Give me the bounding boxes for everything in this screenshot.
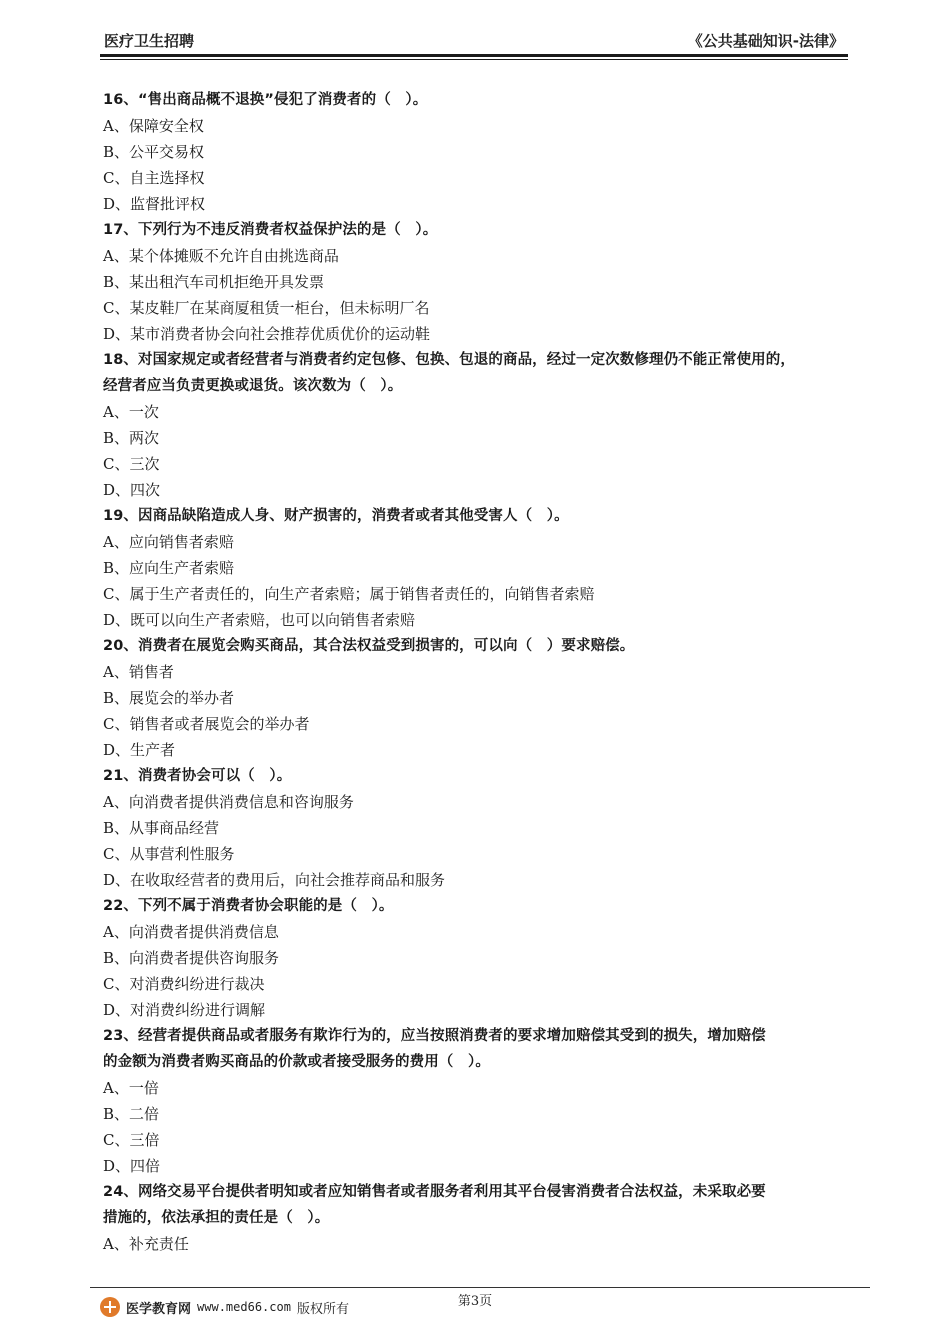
answer-option: C、对消费纠纷进行裁决 (103, 975, 265, 993)
answer-option: D、既可以向生产者索赔，也可以向销售者索赔 (103, 611, 416, 629)
answer-option: B、从事商品经营 (103, 819, 220, 837)
page-header (100, 26, 848, 52)
answer-option: B、应向生产者索赔 (103, 559, 235, 577)
brand-url: www.med66.com (197, 1300, 291, 1314)
answer-option: A、向消费者提供消费信息和咨询服务 (103, 793, 354, 811)
answer-option: A、向消费者提供消费信息 (103, 923, 279, 941)
footer-rule (90, 1287, 870, 1288)
answer-option: D、四倍 (103, 1157, 161, 1175)
answer-option: C、自主选择权 (103, 169, 205, 187)
question-text: 21、消费者协会可以（ ）。 (103, 768, 292, 784)
question-list (103, 87, 863, 1257)
answer-option: D、在收取经营者的费用后，向社会推荐商品和服务 (103, 871, 446, 889)
answer-option: B、展览会的举办者 (103, 689, 235, 707)
question-text: 24、网络交易平台提供者明知或者应知销售者或者服务者利用其平台侵害消费者合法权益，未采取必要 (103, 1184, 766, 1200)
answer-option: C、从事营利性服务 (103, 845, 235, 863)
answer-option: A、保障安全权 (103, 117, 204, 135)
answer-option: A、一次 (103, 403, 159, 421)
page-number: 第3页 (457, 1294, 493, 1309)
header-left-title: 医疗卫生招聘 (104, 32, 195, 50)
answer-option: C、销售者或者展览会的举办者 (103, 715, 310, 733)
answer-option: D、对消费纠纷进行调解 (103, 1001, 266, 1019)
answer-option: A、销售者 (103, 663, 174, 681)
answer-option: C、三次 (103, 455, 160, 473)
question-text: 16、“售出商品概不退换”侵犯了消费者的（ ）。 (103, 92, 428, 108)
answer-option: B、公平交易权 (103, 143, 205, 161)
answer-option: B、某出租汽车司机拒绝开具发票 (103, 273, 325, 291)
answer-option: B、二倍 (103, 1105, 160, 1123)
question-text: 23、经营者提供商品或者服务有欺诈行为的，应当按照消费者的要求增加赔偿其受到的损失，增加赔偿 (103, 1028, 766, 1044)
question-text: 19、因商品缺陷造成人身、财产损害的，消费者或者其他受害人（ ）。 (103, 508, 569, 524)
medical-cross-logo-icon (100, 1297, 120, 1317)
header-rule (100, 54, 848, 57)
answer-option: A、一倍 (103, 1079, 159, 1097)
answer-option: C、三倍 (103, 1131, 160, 1149)
answer-option: D、四次 (103, 481, 161, 499)
answer-option: C、某皮鞋厂在某商厦租赁一柜台，但未标明厂名 (103, 299, 430, 317)
question-text: 18、对国家规定或者经营者与消费者约定包修、包换、包退的商品，经过一定次数修理仍不能正常使用的， (103, 352, 795, 368)
answer-option: A、应向销售者索赔 (103, 533, 234, 551)
answer-option: B、两次 (103, 429, 160, 447)
question-text: 经营者应当负责更换或退货。该次数为（ ）。 (103, 378, 403, 394)
header-right-title: 《公共基础知识-法律》 (687, 32, 844, 50)
brand-name: 医学教育网 (126, 1301, 192, 1317)
answer-option: D、某市消费者协会向社会推荐优质优价的运动鞋 (103, 325, 431, 343)
answer-option: D、生产者 (103, 741, 176, 759)
question-text: 22、下列不属于消费者协会职能的是（ ）。 (103, 898, 394, 914)
question-text: 措施的，依法承担的责任是（ ）。 (103, 1210, 330, 1226)
answer-option: A、补充责任 (103, 1235, 189, 1253)
question-text: 20、消费者在展览会购买商品，其合法权益受到损害的，可以向（ ）要求赔偿。 (103, 638, 635, 654)
question-text: 的金额为消费者购买商品的价款或者接受服务的费用（ ）。 (103, 1054, 490, 1070)
copyright-text: 版权所有 (296, 1301, 349, 1317)
header-rule-thin (100, 59, 848, 60)
answer-option: A、某个体摊贩不允许自由挑选商品 (103, 247, 339, 265)
question-text: 17、下列行为不违反消费者权益保护法的是（ ）。 (103, 222, 438, 238)
footer-brand (100, 1296, 349, 1318)
answer-option: B、向消费者提供咨询服务 (103, 949, 280, 967)
answer-option: C、属于生产者责任的，向生产者索赔；属于销售者责任的，向销售者索赔 (103, 585, 595, 603)
answer-option: D、监督批评权 (103, 195, 206, 213)
